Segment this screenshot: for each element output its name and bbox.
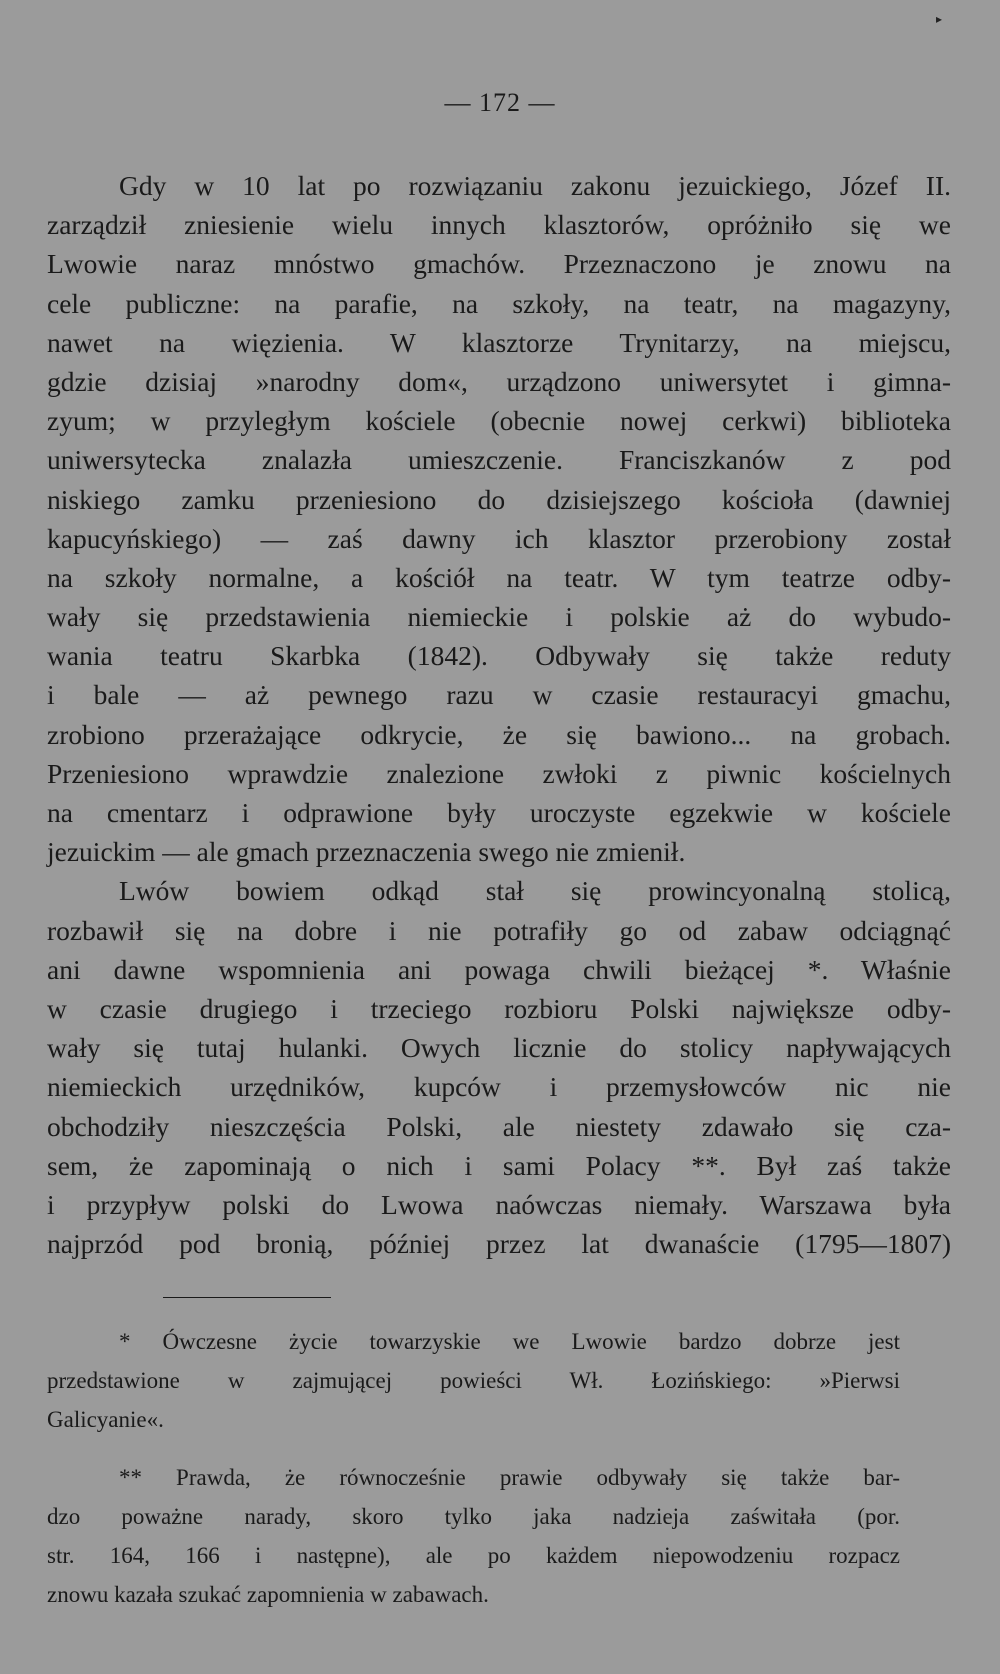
text-line: najprzód pod bronią, później przez lat dwanaście (1795—1807) bbox=[47, 1228, 951, 1260]
footnote-line: ** Prawda, że równocześnie prawie odbywały się także bar- bbox=[119, 1464, 900, 1490]
text-line: zyum; w przyległym kościele (obecnie nowej cerkwi) biblioteka bbox=[47, 405, 951, 437]
text-line: nawet na więzienia. W klasztorze Trynitarzy, na miejscu, bbox=[47, 326, 951, 358]
text-line: wały się przedstawienia niemieckie i polskie aż do wybudo- bbox=[47, 601, 951, 633]
text-line: Lwowie naraz mnóstwo gmachów. Przeznaczono je znowu na bbox=[47, 248, 951, 280]
text-line: na cmentarz i odprawione były uroczyste egzekwie w kościele bbox=[47, 797, 951, 828]
page-number: — 172 — bbox=[444, 88, 556, 117]
text-line: Gdy w 10 lat po rozwiązaniu zakonu jezuickiego, Józef II. bbox=[119, 170, 951, 201]
text-line: niemieckich urzędników, kupców i przemysłowców nic nie bbox=[47, 1071, 951, 1103]
text-line: Lwów bowiem odkąd stał się prowincyonalną stolicą, bbox=[119, 875, 951, 907]
text-line: i przypływ polski do Lwowa naówczas niemały. Warszawa była bbox=[47, 1188, 951, 1220]
footnotes bbox=[47, 1326, 900, 1618]
footnote-line: str. 164, 166 i następne), ale po każdem niepowodzeniu rozpacz bbox=[47, 1542, 900, 1568]
text-line: uniwersytecka znalazła umieszczenie. Franciszkanów z pod bbox=[47, 444, 951, 476]
footnote-divider bbox=[163, 1297, 331, 1298]
text-line: Przeniesiono wprawdzie znalezione zwłoki z piwnic kościelnych bbox=[47, 757, 951, 789]
footnote-gap bbox=[47, 1444, 900, 1462]
text-line: rozbawił się na dobre i nie potrafiły go od zabaw odciągnąć bbox=[47, 914, 951, 946]
text-line: gdzie dzisiaj »narodny dom«, urządzono uniwersytet i gimna- bbox=[47, 365, 951, 397]
text-line: na szkoły normalne, a kościół na teatr. W tym teatrze odby- bbox=[47, 561, 951, 593]
footnote-line: Galicyanie«. bbox=[47, 1407, 164, 1433]
text-line: obchodziły nieszczęścia Polski, ale niestety zdawało się cza- bbox=[47, 1110, 951, 1142]
corner-mark: ▸ bbox=[935, 12, 942, 26]
main-text bbox=[47, 166, 951, 1263]
text-line: zrobiono przerażające odkrycie, że się bawiono... na grobach. bbox=[47, 718, 951, 750]
text-line: sem, że zapominają o nich i sami Polacy **. Był zaś także bbox=[47, 1149, 951, 1181]
text-line: kapucyńskiego) — zaś dawny ich klasztor przerobiony został bbox=[47, 522, 951, 554]
text-line: wania teatru Skarbka (1842). Odbywały się także reduty bbox=[47, 640, 951, 672]
text-line: wały się tutaj hulanki. Owych licznie do stolicy napływających bbox=[47, 1032, 951, 1064]
text-line: niskiego zamku przeniesiono do dzisiejszego kościoła (dawniej bbox=[47, 483, 951, 515]
footnote-line: dzo poważne narady, skoro tylko jaka nadzieja zaświtała (por. bbox=[47, 1503, 900, 1529]
text-line: ani dawne wspomnienia ani powaga chwili bieżącej *. Właśnie bbox=[47, 953, 951, 985]
footnote-line: znowu kazała szukać zapomnienia w zabawach. bbox=[47, 1582, 489, 1608]
text-line: i bale — aż pewnego razu w czasie restauracyi gmachu, bbox=[47, 679, 951, 711]
text-line: w czasie drugiego i trzeciego rozbioru Polski największe odby- bbox=[47, 992, 951, 1024]
text-line: cele publiczne: na parafie, na szkoły, na teatr, na magazyny, bbox=[47, 287, 951, 319]
footnote-line: * Ówczesne życie towarzyskie we Lwowie bardzo dobrze jest bbox=[119, 1329, 900, 1354]
text-line: jezuickim — ale gmach przeznaczenia swego nie zmienił. bbox=[47, 836, 686, 868]
footnote-line: przedstawione w zajmującej powieści Wł. Łozińskiego: »Pierwsi bbox=[47, 1368, 900, 1394]
text-line: zarządził zniesienie wielu innych klasztorów, opróżniło się we bbox=[47, 209, 951, 241]
